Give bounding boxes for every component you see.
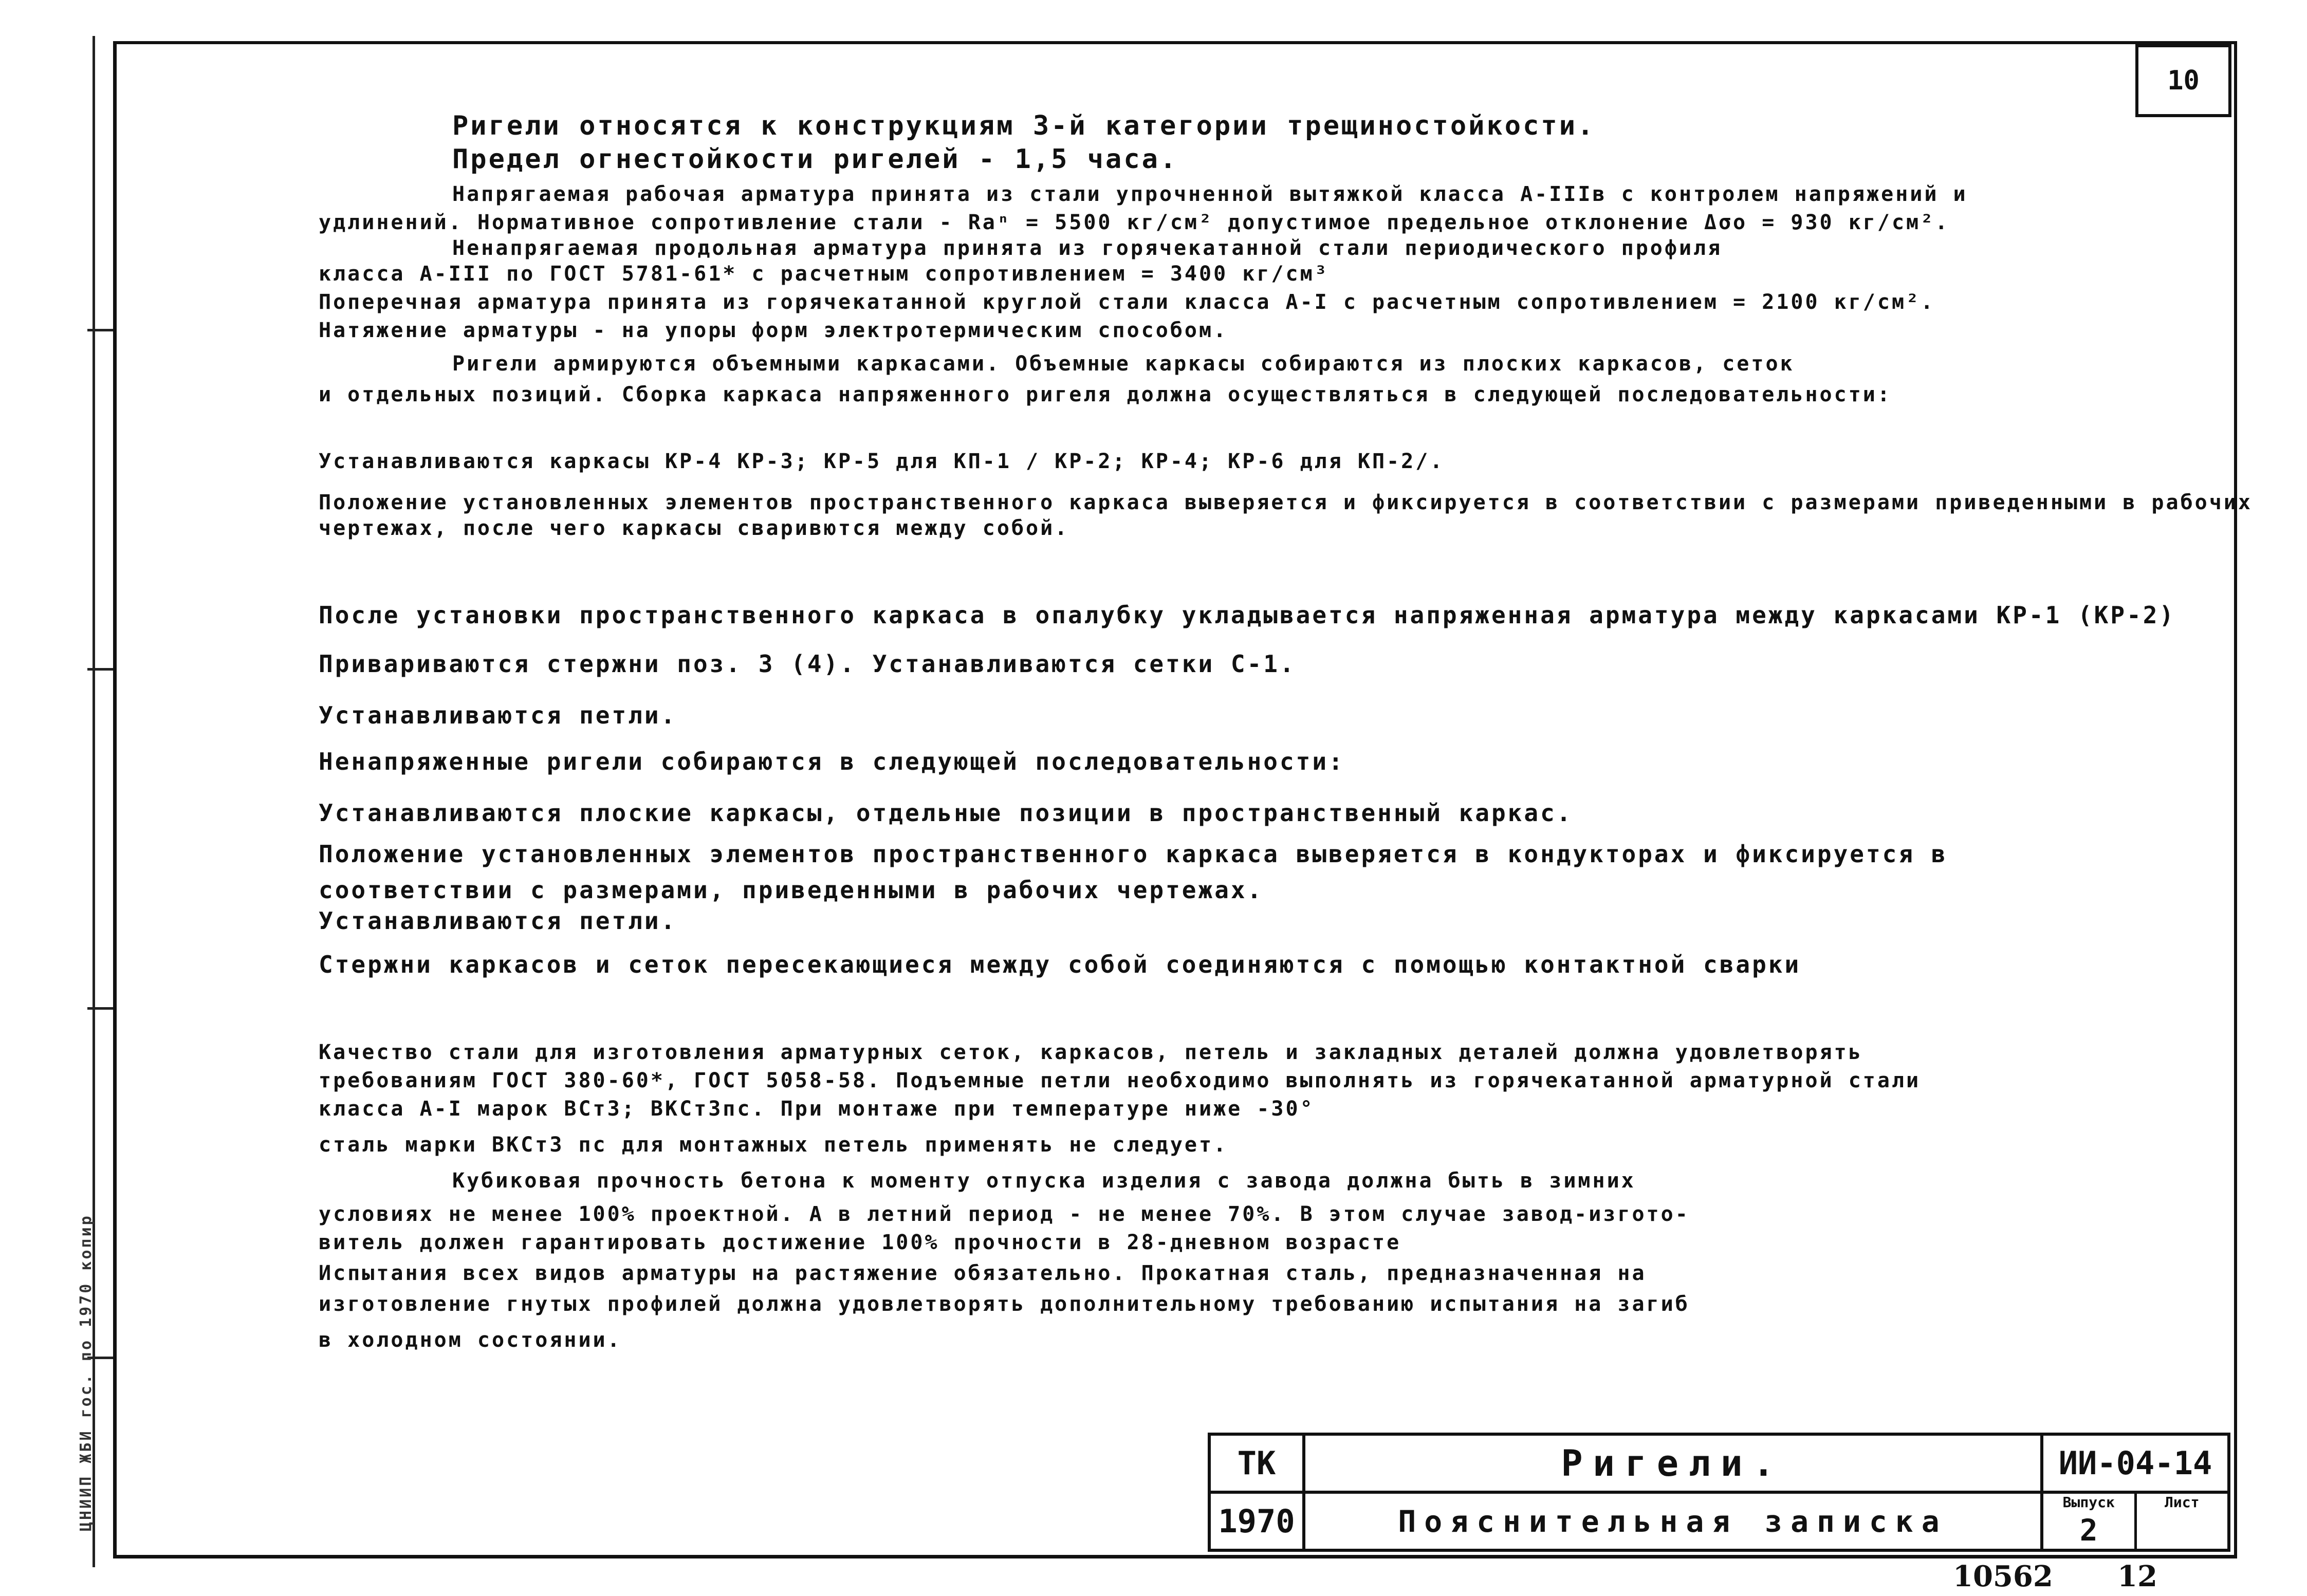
paragraph-line: Ригели армируются объемными каркасами. Объемные каркасы собираются из плоских каркасов, сеток xyxy=(452,352,1795,376)
margin-tick xyxy=(87,1007,113,1010)
issue-field xyxy=(2043,1494,2134,1549)
paragraph-line: Устанавливаются петли. xyxy=(319,701,677,729)
title-block xyxy=(1208,1433,2230,1552)
paragraph-line: Ненапряженные ригели собираются в следующей последовательности: xyxy=(319,748,1345,775)
paragraph-line: Устанавливаются каркасы КР-4 КР-3; КР-5 для КП-1 / КР-2; КР-4; КР-6 для КП-2/. xyxy=(319,450,1445,473)
paragraph-line: Испытания всех видов арматуры на растяжение обязательно. Прокатная сталь, предназначенная на xyxy=(319,1261,1647,1285)
paragraph-line: изготовление гнутых профилей должна удовлетворять дополнительному требованию испытания на загиб xyxy=(319,1292,1690,1316)
subtitle-cell: Пояснительная записка xyxy=(1304,1492,2042,1550)
paragraph-line: Качество стали для изготовления арматурных сеток, каркасов, петель и закладных деталей должна удовлетворять xyxy=(319,1041,1863,1064)
paragraph-line: Поперечная арматура принята из горячекатанной круглой стали класса А-I с расчетным сопротивлением = 2100 кг/см². xyxy=(319,290,1935,314)
paragraph-line: Кубиковая прочность бетона к моменту отпуска изделия с завода должна быть в зимних xyxy=(452,1169,1636,1193)
paragraph-line: сталь марки ВКСт3 пс для монтажных петель применять не следует. xyxy=(319,1133,1228,1157)
series-cell: ТК xyxy=(1209,1434,1304,1492)
year-cell: 1970 xyxy=(1209,1492,1304,1550)
paragraph-line: в холодном состоянии. xyxy=(319,1328,622,1352)
margin-tick xyxy=(87,329,113,331)
paragraph-line: удлинений. Нормативное сопротивление стали - Rаⁿ = 5500 кг/см² допустимое предельное отклонение Δσо = 930 кг/см². xyxy=(319,211,1950,234)
paragraph-line: класса А-I марок ВСт3; ВКСт3пс. При монтаже при температуре ниже -30° xyxy=(319,1097,1315,1121)
paragraph-line: класса А-III по ГОСТ 5781-61* с расчетным сопротивлением = 3400 кг/см³ xyxy=(319,262,1329,286)
paragraph-line: Ненапрягаемая продольная арматура принята из горячекатанной стали периодического профиля xyxy=(452,236,1723,260)
paragraph-line: Устанавливаются петли. xyxy=(319,907,677,935)
issue-value: 2 xyxy=(2079,1513,2098,1548)
paragraph-line: Стержни каркасов и сеток пересекающиеся между собой соединяются с помощью контактной сварки xyxy=(319,951,1801,978)
issue-sheet-cell xyxy=(2042,1492,2229,1550)
paragraph-line: Предел огнестойкости ригелей - 1,5 часа. xyxy=(452,144,1178,175)
paragraph-line: витель должен гарантировать достижение 100% прочности в 28-дневном возрасте xyxy=(319,1231,1401,1254)
sheet-number: 10 xyxy=(2167,65,2200,96)
paragraph-line: Положение установленных элементов пространственного каркаса выверяется и фиксируется в соответствии с размерами приведенными в рабочих xyxy=(319,491,2253,514)
page-number: 12 xyxy=(2117,1560,2157,1593)
margin-tick xyxy=(87,668,113,671)
paragraph-line: Привариваются стержни поз. 3 (4). Устанавливаются сетки С-1. xyxy=(319,650,1296,678)
paragraph-line: и отдельных позиций. Сборка каркаса напряженного ригеля должна осуществляться в следующей последовательности: xyxy=(319,383,1892,406)
paragraph-line: После установки пространственного каркаса в опалубку укладывается напряженная арматура между каркасами КР-1 (КР-2) xyxy=(319,601,2176,629)
margin-stamp: ЦНИИП ЖБИ гос. по 1970 копир xyxy=(77,1214,95,1531)
code-cell: ИИ-04-14 xyxy=(2042,1434,2229,1492)
paragraph-line: условиях не менее 100% проектной. А в летний период - не менее 70%. В этом случае завод-изгото- xyxy=(319,1202,1690,1226)
paragraph-line: Ригели относятся к конструкциям 3-й категории трещиностойкости. xyxy=(452,110,1596,141)
paragraph-line: Натяжение арматуры - на упоры форм электротермическим способом. xyxy=(319,319,1228,342)
paragraph-line: Положение установленных элементов пространственного каркаса выверяется в кондукторах и фиксируется в xyxy=(319,840,1948,868)
paragraph-line: чертежах, после чего каркасы сваривются между собой. xyxy=(319,516,1069,540)
paragraph-line: соответствии с размерами, приведенными в рабочих чертежах. xyxy=(319,876,1264,904)
paragraph-line: Устанавливаются плоские каркасы, отдельные позиции в пространственный каркас. xyxy=(319,799,1573,827)
paragraph-line: требованиям ГОСТ 380-60*, ГОСТ 5058-58. Подъемные петли необходимо выполнять из горячекатанной арматурной стали xyxy=(319,1069,1921,1092)
sheet-label: Лист xyxy=(2165,1494,2200,1511)
archive-number: 10562 xyxy=(1953,1560,2053,1593)
sheet-field xyxy=(2134,1494,2228,1549)
title-cell: Ригели. xyxy=(1304,1434,2042,1492)
issue-label: Выпуск xyxy=(2062,1494,2115,1511)
paragraph-line: Напрягаемая рабочая арматура принята из стали упрочненной вытяжкой класса А-IIIв с контролем напряжений и xyxy=(452,182,1968,206)
sheet-number-box xyxy=(2135,44,2231,117)
